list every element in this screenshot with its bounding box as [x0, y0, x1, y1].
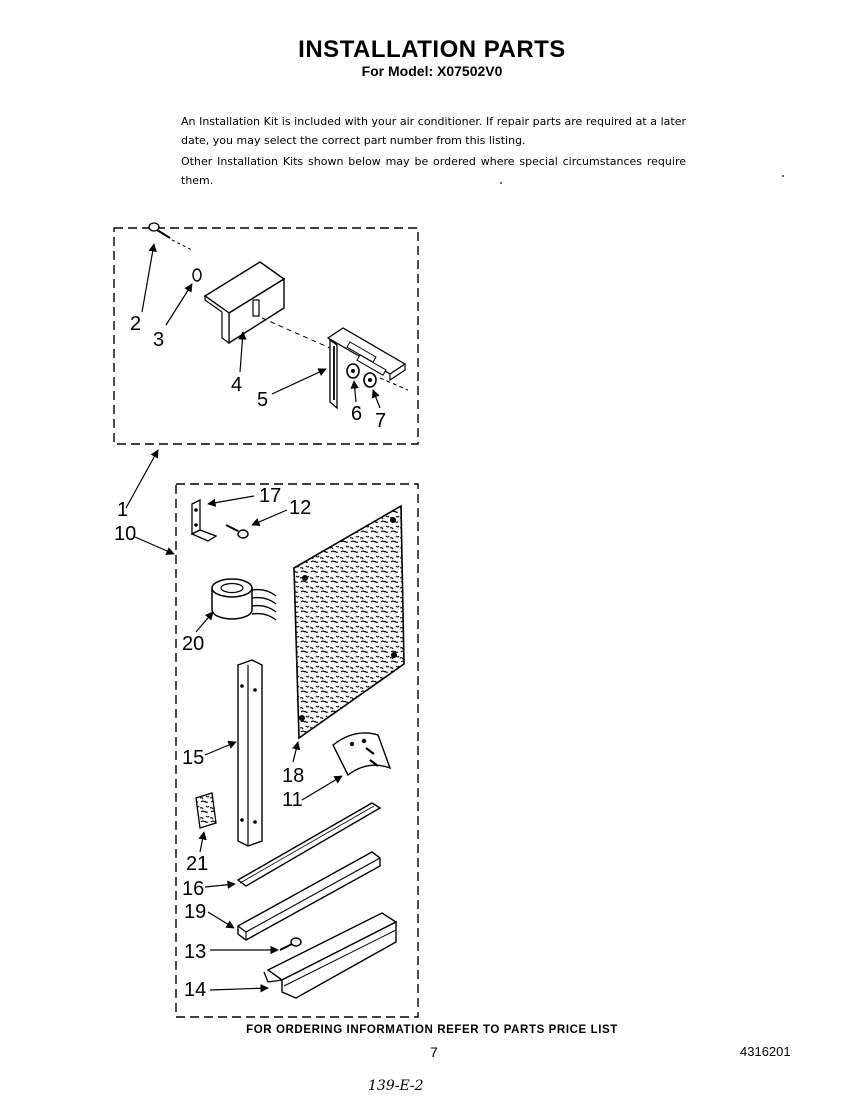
intro-paragraph-2: Other Installation Kits shown below may be ordered where special circumstances require them.: [181, 155, 686, 187]
intro-paragraph-1: An Installation Kit is included with your air conditioner. If repair parts are required at a later date, you may select the correct part number from this listing.: [181, 115, 686, 147]
page-title: INSTALLATION PARTS: [298, 36, 566, 63]
callout-15: 15: [182, 747, 205, 769]
callout-6: 6: [351, 403, 363, 425]
callout-16: 16: [182, 878, 205, 900]
washer-part-3: [193, 269, 201, 281]
foam-panel-part-18: [294, 506, 404, 738]
callout-10: 10: [114, 523, 137, 545]
callout-7: 7: [375, 410, 387, 432]
callout-20: 20: [182, 633, 205, 655]
callout-17: 17: [259, 485, 282, 507]
sill-channel-part-14: [264, 913, 396, 998]
callout-19: 19: [184, 901, 207, 923]
screw-part-13: [280, 938, 301, 950]
callout-2: 2: [130, 313, 142, 335]
tape-roll-part-20: [212, 579, 276, 620]
foam-block-part-21: [196, 793, 216, 828]
callout-3: 3: [153, 329, 165, 351]
callout-13: 13: [184, 941, 207, 963]
document-number: 4316201: [740, 1044, 791, 1059]
ordering-note: FOR ORDERING INFORMATION REFER TO PARTS PRICE LIST: [246, 1024, 618, 1036]
screw-part-12: [226, 525, 248, 538]
vertical-channel-part-15: [238, 660, 262, 846]
callout-12: 12: [289, 497, 312, 519]
callout-1: 1: [117, 499, 129, 521]
callout-18: 18: [282, 765, 305, 787]
callout-11: 11: [282, 789, 303, 811]
callout-4: 4: [231, 374, 243, 396]
model-subtitle: For Model: X07502V0: [361, 63, 503, 79]
callout-5: 5: [257, 389, 269, 411]
small-bracket-part-17: [192, 500, 216, 541]
callout-21: 21: [186, 853, 209, 875]
handwritten-note: 139-E-2: [368, 1078, 424, 1094]
bracket-part-11: [333, 733, 390, 775]
angle-bracket-part-5: [328, 328, 405, 408]
page-number: 7: [430, 1044, 438, 1060]
screw-part-2: [149, 223, 170, 238]
bracket-cover-part-4: [205, 262, 284, 343]
callout-14: 14: [184, 979, 207, 1001]
